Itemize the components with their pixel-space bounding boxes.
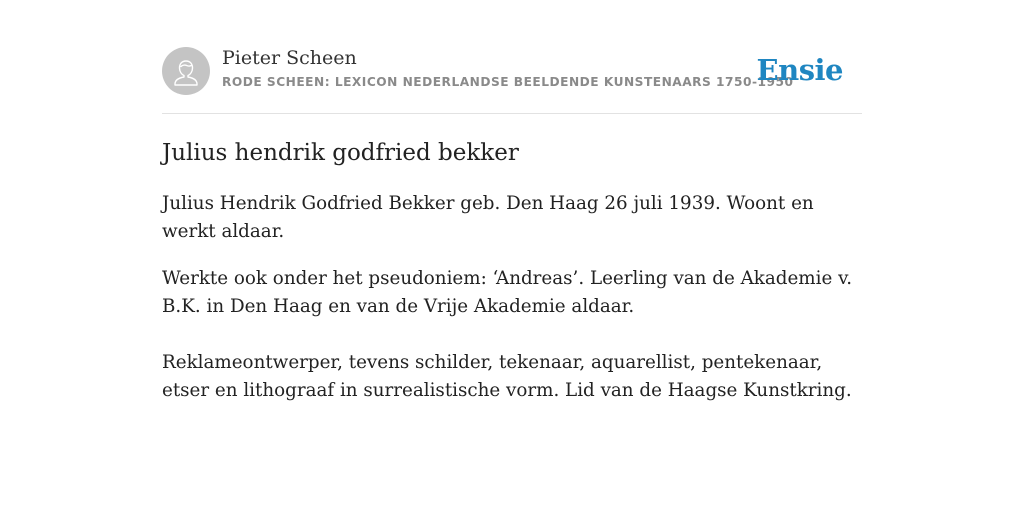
- author-name[interactable]: Pieter Scheen: [222, 47, 357, 69]
- entry-title: Julius hendrik godfried bekker: [162, 140, 519, 166]
- entry-paragraph-2: Werkte ook onder het pseudoniem: ‘Andreas’. Leerling van de Akademie v. B.K. in Den Haag en van de Vrije Akademie aldaar.: [162, 268, 853, 317]
- author-avatar[interactable]: [162, 47, 210, 95]
- header-divider: [162, 113, 862, 114]
- entry-card: [162, 0, 862, 512]
- source-lexicon[interactable]: RODE SCHEEN: LEXICON NEDERLANDSE BEELDENDE KUNSTENAARS 1750-1950: [222, 75, 794, 89]
- entry-paragraph-1: Julius Hendrik Godfried Bekker geb. Den Haag 26 juli 1939. Woont en werkt aldaar.: [162, 193, 814, 242]
- entry-paragraph-3: Reklameontwerper, tevens schilder, tekenaar, aquarellist, pentekenaar, etser en lithograaf in surrealistische vorm. Lid van de Haagse Kunstkring.: [162, 352, 852, 401]
- ensie-logo[interactable]: Ensie: [756, 53, 843, 87]
- user-silhouette-icon: [162, 47, 210, 95]
- author-header: [162, 46, 862, 96]
